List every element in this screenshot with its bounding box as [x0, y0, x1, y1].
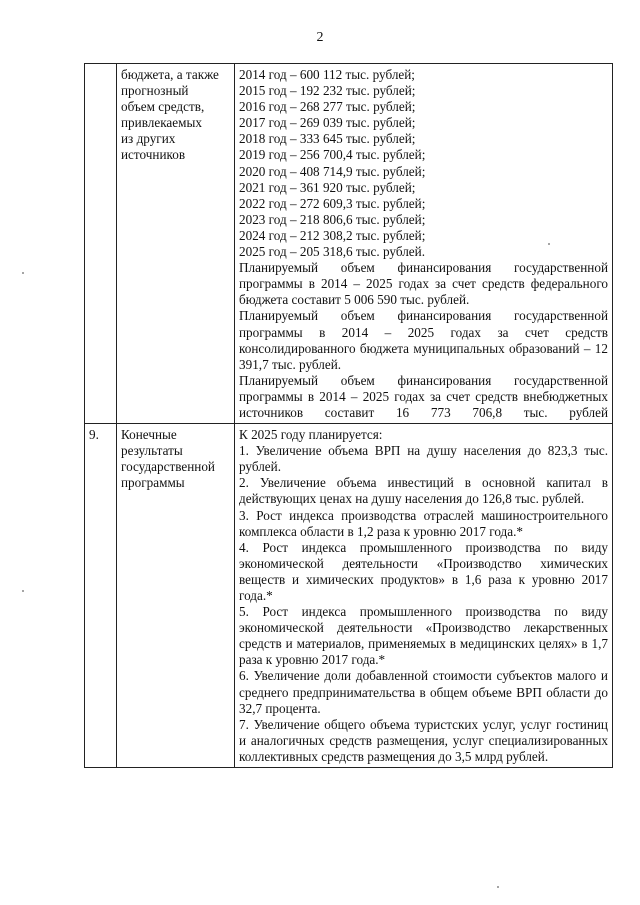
- label-line: привлекаемых: [121, 115, 202, 131]
- yearly-amount: 2024 год – 212 308,2 тыс. рублей;: [239, 227, 426, 243]
- row-number-cell: [85, 64, 117, 424]
- yearly-amount: 2014 год – 600 112 тыс. рублей;: [239, 67, 415, 82]
- result-item: 3. Рост индекса производства отраслей машиностроительного комплекса области в 1,2 раза к уровню 2017 года.*: [239, 507, 608, 539]
- row-content-cell: [235, 424, 613, 768]
- yearly-amount: 2023 год – 218 806,6 тыс. рублей;: [239, 211, 426, 227]
- extrabudgetary-paragraph: Планируемый объем финансирования государственной программы в 2014 – 2025 годах за счет средств внебюджетных источников составит 16 773 706,8 тыс. рублей: [239, 372, 608, 420]
- yearly-amount: 2021 год – 361 920 тыс. рублей;: [239, 179, 416, 195]
- yearly-amount: 2025 год – 205 318,6 тыс. рублей.: [239, 244, 425, 260]
- label-line: программы: [121, 475, 185, 491]
- scan-speck: [22, 272, 24, 274]
- label-line: результаты: [121, 443, 183, 459]
- label-line: бюджета, а также: [121, 67, 219, 82]
- label-line: объем средств,: [121, 99, 205, 115]
- row-label-cell: [117, 64, 235, 424]
- page-number: 2: [316, 30, 324, 45]
- result-item: 1. Увеличение объема ВРП на душу населения до 823,3 тыс. рублей.: [239, 443, 608, 475]
- federal-budget-paragraph: Планируемый объем финансирования государственной программы в 2014 – 2025 годах за счет средств федерального бюджета составит 5 006 590 тыс. рублей.: [239, 260, 608, 308]
- yearly-amount: 2022 год – 272 609,3 тыс. рублей;: [239, 195, 426, 211]
- yearly-amount: 2016 год – 268 277 тыс. рублей;: [239, 99, 416, 115]
- program-passport-table: [84, 63, 613, 768]
- scan-speck: [22, 590, 24, 592]
- scan-speck: [497, 886, 499, 888]
- result-item: 7. Увеличение общего объема туристских услуг, услуг гостиниц и аналогичных средств размещения, услуг специализированных коллективных средств размещения до 3,5 млрд рублей.: [239, 716, 608, 764]
- yearly-amount: 2020 год – 408 714,9 тыс. рублей;: [239, 163, 426, 179]
- yearly-amount: 2018 год – 333 645 тыс. рублей;: [239, 131, 416, 147]
- scan-speck: [548, 243, 550, 245]
- table-row-financing: [85, 64, 613, 424]
- result-item: 6. Увеличение доли добавленной стоимости субъектов малого и среднего предпринимательства в общем объеме ВРП области до 32,7 процента.: [239, 668, 608, 716]
- result-item: 5. Рост индекса промышленного производства по виду экономической деятельности «Производство лекарственных средств и материалов, применяемых в медицинских целях» в 1,7 раза к уровню 2017 года.*: [239, 604, 608, 668]
- yearly-amount: 2019 год – 256 700,4 тыс. рублей;: [239, 147, 426, 163]
- results-intro: К 2025 году планируется:: [239, 427, 383, 443]
- label-line: источников: [121, 147, 186, 163]
- row-number-cell: 9.: [85, 424, 117, 768]
- label-line: из других: [121, 131, 176, 147]
- row-label-cell: [117, 424, 235, 768]
- label-line: Конечные: [121, 427, 177, 443]
- yearly-amount: 2017 год – 269 039 тыс. рублей;: [239, 115, 416, 131]
- yearly-amount: 2015 год – 192 232 тыс. рублей;: [239, 83, 416, 99]
- row-content-cell: [235, 64, 613, 424]
- result-item: 4. Рост индекса промышленного производства по виду экономической деятельности «Производство химических веществ и химических продуктов» в 1,6 раза к уровню 2017 года.*: [239, 539, 608, 603]
- result-item: 2. Увеличение объема инвестиций в основной капитал в действующих ценах на душу населения до 126,8 тыс. рублей.: [239, 475, 608, 507]
- table-row-final-results: [85, 424, 613, 768]
- municipal-budget-paragraph: Планируемый объем финансирования государственной программы в 2014 – 2025 годах за счет средств консолидированного бюджета муниципальных образований – 12 391,7 тыс. рублей.: [239, 308, 608, 372]
- label-line: государственной: [121, 459, 215, 475]
- label-line: прогнозный: [121, 83, 189, 99]
